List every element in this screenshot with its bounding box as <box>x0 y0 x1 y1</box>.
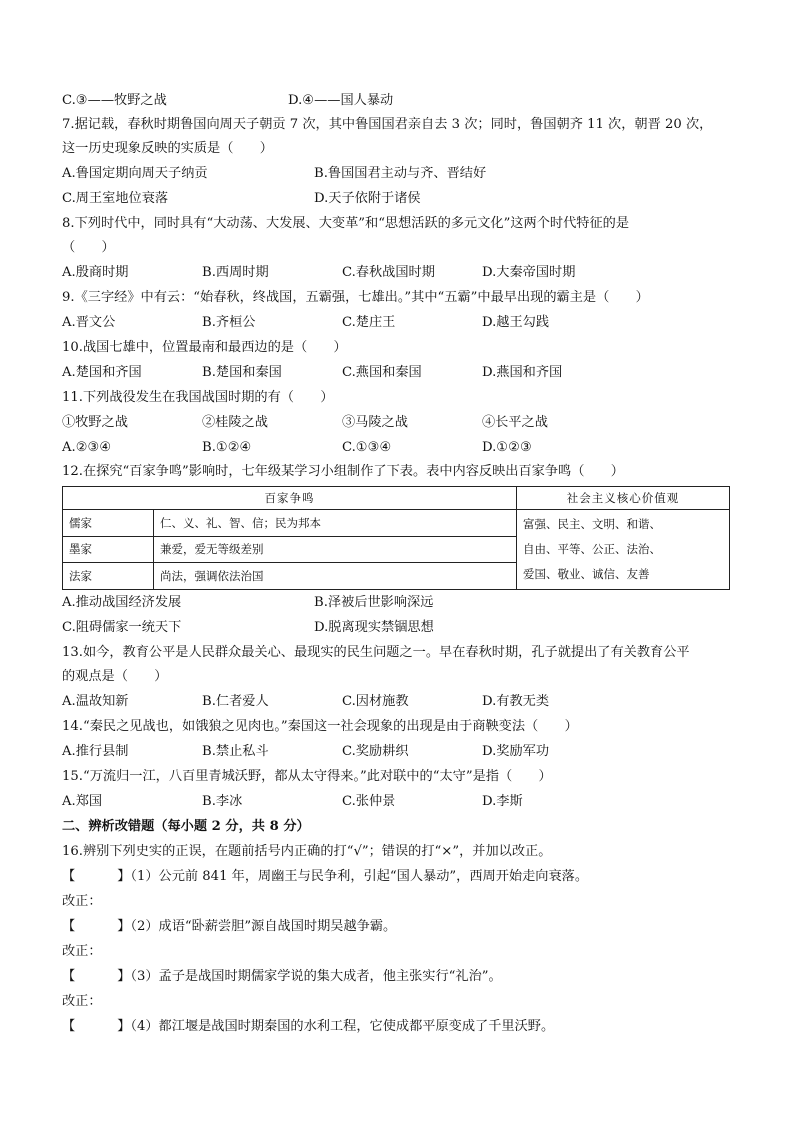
core-values-line2: 自由、平等、公正、法治、 <box>523 542 661 556</box>
q12-stem: 12.在探究“百家争鸣”影响时，七年级某学习小组制作了下表。表中内容反映出百家争鸣（ ） <box>62 464 624 479</box>
q11-item-2: ②桂陵之战 <box>202 415 268 430</box>
q9-option-c: C.楚庄王 <box>342 315 396 330</box>
q16-item-text: （3）孟子是战国时期儒家学说的集大成者，他主张实行“礼治”。 <box>130 969 502 984</box>
q9-option-d: D.越王勾践 <box>482 315 550 330</box>
school-cell: 墨家 <box>63 536 154 563</box>
table-header-row <box>63 487 730 510</box>
q12-option-a: A.推动战国经济发展 <box>62 595 182 610</box>
q11-option-a: A.②③④ <box>62 440 112 455</box>
q11-option-c: C.①③④ <box>342 440 392 455</box>
answer-bracket-open[interactable]: 【 <box>62 969 76 984</box>
idea-cell: 兼爱，爱无等级差别 <box>154 536 517 563</box>
answer-bracket-open[interactable]: 【 <box>62 869 76 884</box>
q8-option-c: C.春秋战国时期 <box>342 265 435 280</box>
q8-stem-line2: （ ） <box>62 240 115 255</box>
q13-option-d: D.有教无类 <box>482 694 550 709</box>
q13-option-b: B.仁者爱人 <box>202 694 269 709</box>
correction-label: 改正： <box>62 894 102 909</box>
q16-item-text: （1）公元前 841 年，周幽王与民争利，引起“国人暴动”，西周开始走向衰落。 <box>130 869 589 884</box>
table-row <box>63 510 730 537</box>
q16-instruction: 16.辨别下列史实的正误，在题前括号内正确的打“√”；错误的打“×”，并加以改正。 <box>62 844 552 859</box>
idea-cell: 尚法，强调依法治国 <box>154 563 517 590</box>
q9-option-a: A.晋文公 <box>62 315 116 330</box>
answer-bracket-close: 】 <box>117 919 131 934</box>
q6-option-c: C.③——牧野之战 <box>62 93 167 108</box>
q7-stem-line1: 7.据记载，春秋时期鲁国向周天子朝贡 7 次，其中鲁国国君亲自去 3 次；同时，鲁国朝齐 11 次，朝晋 20 次， <box>62 117 713 132</box>
q7-option-b: B.鲁国国君主动与齐、晋结好 <box>314 166 487 181</box>
q12-option-b: B.泽被后世影响深远 <box>314 595 434 610</box>
q15-option-d: D.李斯 <box>482 794 523 809</box>
q16-item-3 <box>62 968 502 986</box>
q14-stem: 14.“秦民之见战也，如饿狼之见肉也。”秦国这一社会现象的出现是由于商鞅变法（ ） <box>62 719 578 734</box>
q14-option-a: A.推行县制 <box>62 744 129 759</box>
core-values-cell <box>517 510 730 590</box>
core-values-line3: 爱国、敬业、诚信、友善 <box>523 567 650 581</box>
q11-stem: 11.下列战役发生在我国战国时期的有（ ） <box>62 390 334 405</box>
correction-label: 改正： <box>62 944 102 959</box>
q13-option-a: A.温故知新 <box>62 694 129 709</box>
answer-bracket-close: 】 <box>117 969 131 984</box>
q9-stem: 9.《三字经》中有云：“始春秋，终战国，五霸强，七雄出。”其中“五霸”中最早出现的霸主是（ ） <box>62 290 649 305</box>
answer-bracket-open[interactable]: 【 <box>62 1019 76 1034</box>
q15-stem: 15.“万流归一江，八百里青城沃野，都从太守得来。”此对联中的“太守”是指（ ） <box>62 769 552 784</box>
q16-item-text: （4）都江堰是战国时期秦国的水利工程，它使成都平原变成了千里沃野。 <box>130 1019 555 1034</box>
q7-stem-line2: 这一历史现象反映的实质是（ ） <box>62 141 273 156</box>
q8-option-b: B.西周时期 <box>202 265 269 280</box>
answer-bracket-close: 】 <box>117 1019 131 1034</box>
q12-option-c: C.阻碍儒家一统天下 <box>62 620 182 635</box>
q6-option-d: D.④——国人暴动 <box>288 93 394 108</box>
answer-bracket-close: 】 <box>117 869 131 884</box>
table-header-left: 百家争鸣 <box>63 487 517 510</box>
q11-item-3: ③马陵之战 <box>342 415 408 430</box>
q14-option-b: B.禁止私斗 <box>202 744 269 759</box>
idea-cell: 仁、义、礼、智、信；民为邦本 <box>154 510 517 537</box>
q15-option-b: B.李冰 <box>202 794 243 809</box>
q13-option-c: C.因材施教 <box>342 694 409 709</box>
core-values-line1: 富强、民主、文明、和谐、 <box>523 517 661 531</box>
q16-item-4 <box>62 1018 554 1036</box>
section2-title: 二、辨析改错题（每小题 2 分，共 8 分） <box>62 819 310 834</box>
q8-option-a: A.殷商时期 <box>62 265 129 280</box>
q9-option-b: B.齐桓公 <box>202 315 256 330</box>
q10-stem: 10.战国七雄中，位置最南和最西边的是（ ） <box>62 340 347 355</box>
q14-option-c: C.奖励耕织 <box>342 744 409 759</box>
table-header-right: 社会主义核心价值观 <box>517 487 730 510</box>
q14-option-d: D.奖励军功 <box>482 744 550 759</box>
school-cell: 法家 <box>63 563 154 590</box>
q15-option-a: A.郑国 <box>62 794 103 809</box>
q8-stem-line1: 8.下列时代中，同时具有“大动荡、大发展、大变革”和“思想活跃的多元文化”这两个时代特征的是 <box>62 216 630 231</box>
q13-stem-line2: 的观点是（ ） <box>62 669 168 684</box>
q13-stem-line1: 13.如今，教育公平是人民群众最关心、最现实的民生问题之一。早在春秋时期，孔子就提出了有关教育公平 <box>62 645 690 660</box>
hundred-schools-table <box>62 486 730 590</box>
q10-option-d: D.燕国和齐国 <box>482 365 563 380</box>
q7-option-c: C.周王室地位衰落 <box>62 191 169 206</box>
q7-option-a: A.鲁国定期向周天子纳贡 <box>62 166 208 181</box>
q8-option-d: D.大秦帝国时期 <box>482 265 576 280</box>
q10-option-a: A.楚国和齐国 <box>62 365 142 380</box>
q10-option-c: C.燕国和秦国 <box>342 365 422 380</box>
q16-item-1 <box>62 868 588 886</box>
q15-option-c: C.张仲景 <box>342 794 396 809</box>
school-cell: 儒家 <box>63 510 154 537</box>
q11-item-4: ④长平之战 <box>482 415 548 430</box>
q10-option-b: B.楚国和秦国 <box>202 365 282 380</box>
answer-bracket-open[interactable]: 【 <box>62 919 76 934</box>
q11-option-d: D.①②③ <box>482 440 532 455</box>
q11-item-1: ①牧野之战 <box>62 415 128 430</box>
q12-option-d: D.脱离现实禁锢思想 <box>314 620 434 635</box>
correction-label: 改正： <box>62 994 102 1009</box>
q16-item-2 <box>62 918 396 936</box>
q16-item-text: （2）成语“卧薪尝胆”源自战国时期吴越争霸。 <box>130 919 397 934</box>
q11-option-b: B.①②④ <box>202 440 252 455</box>
q7-option-d: D.天子依附于诸侯 <box>314 191 421 206</box>
